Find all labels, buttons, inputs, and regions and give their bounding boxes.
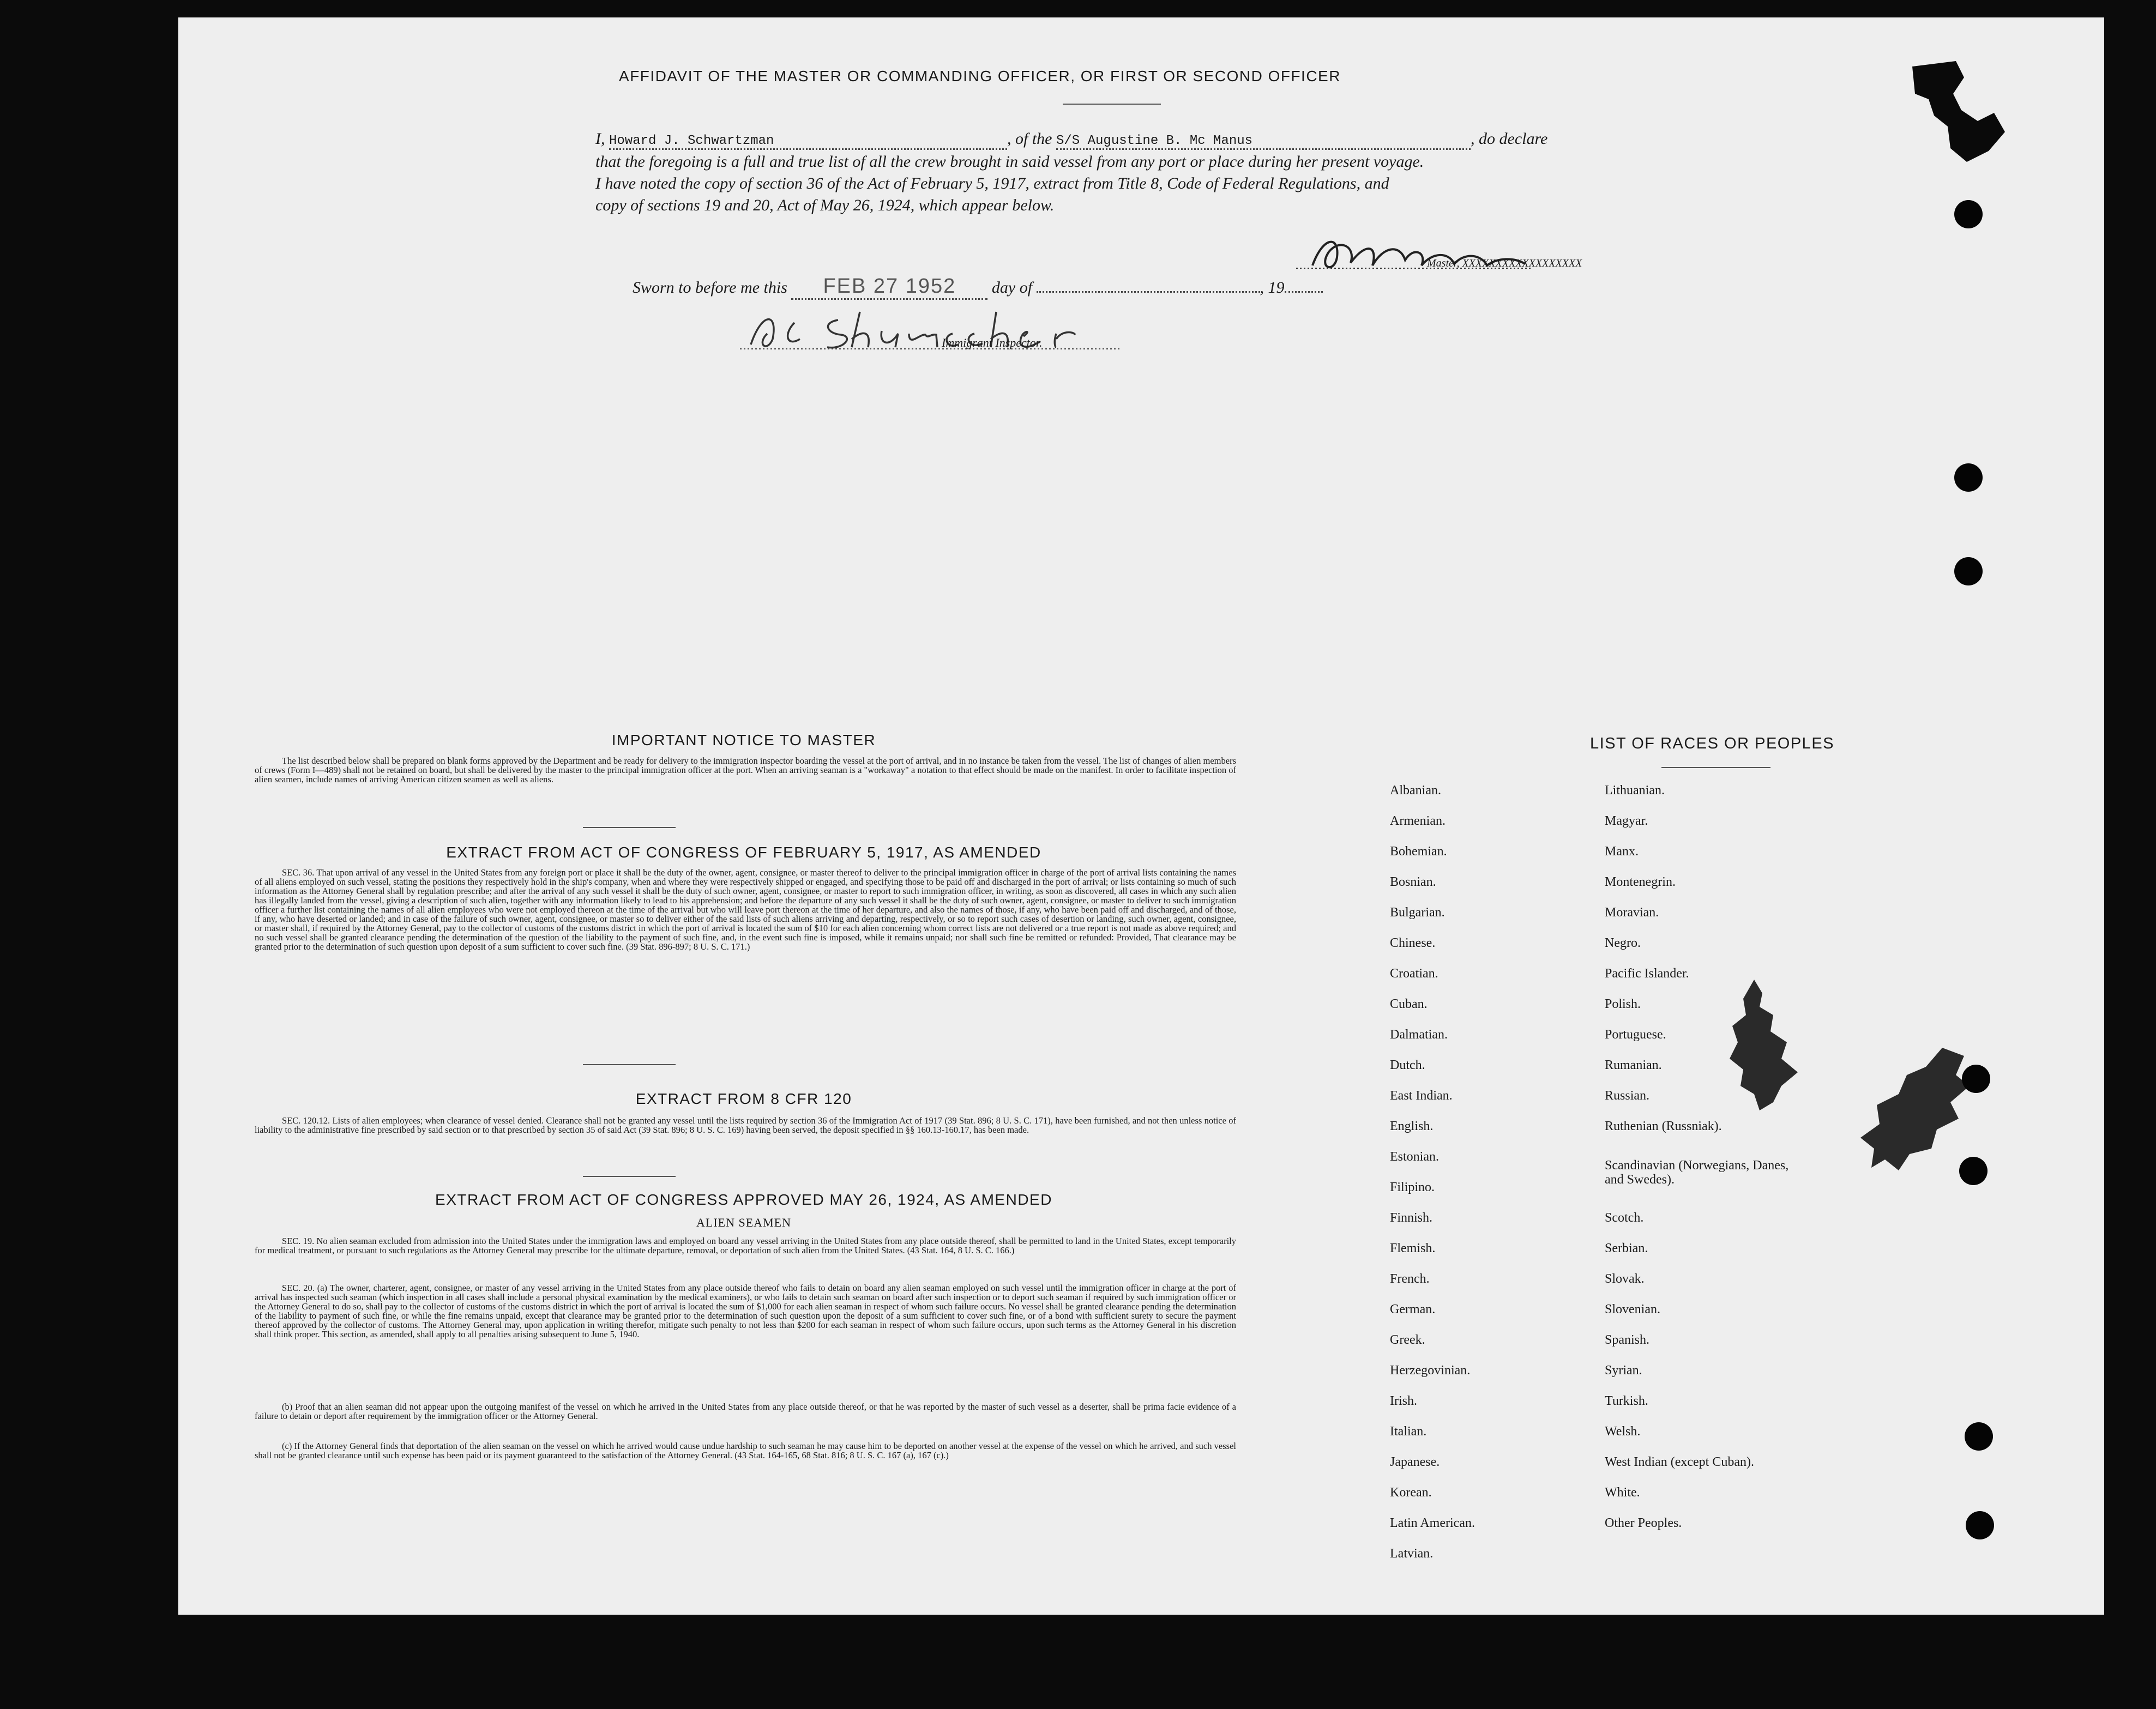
race-item: Scandinavian (Norwegians, Danes, and Swedes). <box>1605 1158 1789 1187</box>
declaration-line-2: that the foregoing is a full and true list of all the crew brought in said vessel from any port or place during her present voyage. <box>595 153 1424 171</box>
race-item: Spanish. <box>1605 1333 1650 1347</box>
inspector-signature <box>734 301 1127 361</box>
master-label: Master, XXXXXXXXXXXXXXXXXX <box>1427 257 1582 269</box>
i-label: I, <box>595 130 605 148</box>
race-item: Albanian. <box>1390 783 1441 798</box>
race-item: Herzegovinian. <box>1390 1363 1471 1378</box>
race-item: German. <box>1390 1302 1436 1317</box>
officer-name: Howard J. Schwartzman <box>609 134 774 148</box>
extract-1924-sec19: SEC. 19. No alien seaman excluded from admission into the United States under the immigration laws and employed on board any vessel arriving in the United States from any place outside thereof, shall be permitted to land in the United States, except temporarily for medical treatment, or pursuant to such regulations as the Attorney General may prescribe for the ultimate departure, removal, or deportation of such alien from the United States. (43 Stat. 164, 8 U. S. C. 166.) <box>255 1236 1236 1255</box>
affidavit-title: AFFIDAVIT OF THE MASTER OR COMMANDING OFFICER, OR FIRST OR SECOND OFFICER <box>619 68 1341 84</box>
race-item: Slovak. <box>1605 1272 1645 1286</box>
declaration-line-3: I have noted the copy of section 36 of the Act of February 5, 1917, extract from Title 8, Code of Federal Regulations, and <box>595 174 1389 192</box>
alien-seamen-subheading: ALIEN SEAMEN <box>696 1216 791 1229</box>
race-item: Bosnian. <box>1390 875 1436 889</box>
vessel-name: S/S Augustine B. Mc Manus <box>1056 134 1253 148</box>
torn-corner-mark <box>1896 56 2010 181</box>
inspector-label: Immigrant Inspector. <box>942 336 1043 349</box>
race-item: Russian. <box>1605 1089 1650 1103</box>
ink-blot-mark <box>1721 977 1803 1113</box>
title-divider <box>1063 104 1161 105</box>
race-item: Rumanian. <box>1605 1058 1662 1072</box>
race-item: Korean. <box>1390 1485 1432 1500</box>
extract-1924-sec20a: SEC. 20. (a) The owner, charterer, agent, consignee, or master of any vessel arriving in the United States from any place outside thereof who fails to detain on board any alien seaman employed on such vessel until the immigration officer in charge at the port of arrival has inspected such seaman (which inspection in all cases shall include a personal physical examination by the medical examiners), or who fails to detain such seaman on board after such inspection or to deport such seaman if required by such immigration officer or the Attorney General to do so, shall pay to the collector of customs of the customs district in which the port of arrival is located the sum of $1,000 for each alien seaman in respect of whom such failure occurs. No vessel shall be granted clearance pending the determination of the liability to payment of such fine, or while the fine remains unpaid, except that clearance may be granted prior to the determination of such question upon the deposit of a sum sufficient to cover such fine, or of a bond with sufficient surety to secure the payment thereof approved by the collector of customs. The Attorney General may, upon application in writing therefor, mitigate such penalty to not less than $200 for each seaman in respect of whom such failure occurs, upon such terms as the Attorney General in his discretion shall think proper. This section, as amended, shall apply to all penalties arising subsequent to June 5, 1940. <box>255 1283 1236 1339</box>
race-item: Slovenian. <box>1605 1302 1660 1317</box>
race-item: East Indian. <box>1390 1089 1453 1103</box>
race-item: Latvian. <box>1390 1547 1434 1561</box>
year-prefix: , 19 <box>1260 279 1285 297</box>
extract-cfr-heading: EXTRACT FROM 8 CFR 120 <box>635 1090 852 1107</box>
punch-hole <box>1959 1157 1988 1185</box>
race-item: Pacific Islander. <box>1605 967 1689 981</box>
declaration-line-1 <box>595 130 1806 150</box>
do-declare-label: , do declare <box>1471 130 1548 148</box>
race-item: Polish. <box>1605 997 1641 1011</box>
race-item: Italian. <box>1390 1424 1427 1439</box>
extract-1917-heading: EXTRACT FROM ACT OF CONGRESS OF FEBRUARY 5, 1917, AS AMENDED <box>446 844 1041 861</box>
day-of-label: day of <box>991 279 1033 297</box>
race-item: Ruthenian (Russniak). <box>1605 1119 1722 1133</box>
race-item: Magyar. <box>1605 814 1648 828</box>
race-item: Syrian. <box>1605 1363 1642 1378</box>
race-item: Montenegrin. <box>1605 875 1676 889</box>
race-item: Bulgarian. <box>1390 905 1445 920</box>
race-item: Serbian. <box>1605 1241 1648 1255</box>
punch-hole <box>1962 1065 1990 1093</box>
divider-3 <box>583 1176 676 1177</box>
race-item: Finnish. <box>1390 1211 1433 1225</box>
sworn-label: Sworn to before me this <box>633 279 787 297</box>
race-item: Japanese. <box>1390 1455 1440 1469</box>
race-item: Armenian. <box>1390 814 1446 828</box>
notice-body: The list described below shall be prepared on blank forms approved by the Department and be ready for delivery to the immigration inspector boarding the vessel at the port of arrival, and in no instance be taken from the vessel. The list of changes of alien members of crews (Form I—489) shall not be retained on board, but shall be delivered by the master to the principal immigration officer at the port. When an arriving seaman is a "workaway" a notation to that effect should be made on the manifest. In order to facilitate inspection of alien seamen, include names of arriving American citizen seamen as well as aliens. <box>255 756 1236 784</box>
race-item: White. <box>1605 1485 1640 1500</box>
race-item: Cuban. <box>1390 997 1428 1011</box>
races-divider <box>1661 767 1770 768</box>
race-item: Dutch. <box>1390 1058 1425 1072</box>
divider-1 <box>583 827 676 828</box>
race-item: Manx. <box>1605 844 1639 859</box>
race-item: Dalmatian. <box>1390 1028 1448 1042</box>
punch-hole <box>1965 1422 1993 1451</box>
race-item: Estonian. <box>1390 1150 1439 1164</box>
race-item: Portuguese. <box>1605 1028 1666 1042</box>
date-stamp: FEB 27 1952 <box>823 275 956 298</box>
punch-hole <box>1954 557 1983 585</box>
race-item: Croatian. <box>1390 967 1438 981</box>
race-item: Other Peoples. <box>1605 1516 1682 1530</box>
race-item: Negro. <box>1605 936 1641 950</box>
punch-hole <box>1954 200 1983 228</box>
extract-1917-body: SEC. 36. That upon arrival of any vessel in the United States from any foreign port or place it shall be the duty of the owner, agent, consignee, or master thereof to deliver to the principal immigration officer in charge of the port of arrival lists containing the names of all aliens employed on such vessel, stating the positions they respectively hold in the ship's company, when and where they were respectively shipped or engaged, and specifying those to be paid off and discharged in the port of arrival; or lists containing so much of such information as the Attorney General shall by regulation prescribe; and after the arrival of any such vessel it shall be the duty of such owner, agent, consignee, or master to report to such immigration officer, in writing, as soon as discovered, all cases in which any such alien has illegally landed from the vessel, giving a description of such alien, together with any information likely to lead to his apprehension; and before the departure of any such vessel it shall be the duty of such owner, agent, consignee, or master to deliver to such immigration officer a further list containing the names of all alien employees who were not employed thereon at the time of the arrival but who will leave port thereon at the time of her departure, and also the names of those, if any, who have been paid off and discharged, and of those, if any, who have deserted or landed; and in case of the failure of such owner, agent, consignee, or master so to deliver either of the said lists of such aliens arriving and departing, respectively, or so to report such cases of desertion or landing, such owner, agent, consignee, or master shall, if required by the Attorney General, pay to the collector of customs of the customs district in which the port of arrival is located the sum of $10 for each alien concerning whom correct lists are not delivered or a true report is not made as above required; and no such vessel shall be granted clearance pending the determination of the question of the liability to the payment of such fine, and, in the event such fine is imposed, while it remains unpaid; nor shall such fine be remitted or refunded: Provided, That clearance may be granted prior to the determination of such question upon deposit of a sum sufficient to cover such fine. (39 Stat. 896-897; 8 U. S. C. 171.) <box>255 867 1236 952</box>
divider-2 <box>583 1064 676 1065</box>
race-item: Flemish. <box>1390 1241 1436 1255</box>
race-item: Chinese. <box>1390 936 1436 950</box>
race-item: Lithuanian. <box>1605 783 1665 798</box>
race-item: West Indian (except Cuban). <box>1605 1455 1754 1469</box>
race-item: Filipino. <box>1390 1180 1435 1194</box>
punch-hole <box>1954 463 1983 492</box>
extract-1924-heading: EXTRACT FROM ACT OF CONGRESS APPROVED MAY 26, 1924, AS AMENDED <box>435 1191 1052 1208</box>
extract-1924-sec20b: (b) Proof that an alien seaman did not appear upon the outgoing manifest of the vessel on which he arrived in the United States from any place outside thereof, or that he was reported by the master of such vessel as a deserter, shall be prima facie evidence of a failure to detain or deport after requirement by the immigration officer or the Attorney General. <box>255 1402 1236 1421</box>
race-item: Irish. <box>1390 1394 1417 1408</box>
punch-hole <box>1966 1511 1994 1539</box>
race-item: French. <box>1390 1272 1430 1286</box>
declaration-line-4: copy of sections 19 and 20, Act of May 26, 1924, which appear below. <box>595 196 1055 214</box>
race-item: Moravian. <box>1605 905 1659 920</box>
race-item: Greek. <box>1390 1333 1425 1347</box>
race-item: Turkish. <box>1605 1394 1648 1408</box>
sworn-line <box>633 275 1323 300</box>
extract-1924-sec20c: (c) If the Attorney General finds that deportation of the alien seaman on the vessel on which he arrived would cause undue hardship to such seaman he may cause him to be deported on another vessel at the expense of the vessel on which he arrived, and such vessel shall not be granted clearance until such expense has been paid or its payment guaranteed to the satisfaction of the Attorney General. (43 Stat. 164-165, 68 Stat. 816; 8 U. S. C. 167 (a), 167 (c).) <box>255 1441 1236 1460</box>
race-item: Welsh. <box>1605 1424 1641 1439</box>
extract-cfr-body: SEC. 120.12. Lists of alien employees; when clearance of vessel denied. Clearance shall not be granted any vessel until the lists required by section 36 of the Immigration Act of 1917 (39 Stat. 896; 8 U. S. C. 171), have been furnished, and not then unless notice of liability to the administrative fine prescribed by said section or to that prescribed by section 35 of said Act (39 Stat. 896; 8 U. S. C. 169) having been served, the deposit specified in §§ 160.13-160.17, has been made. <box>255 1115 1236 1135</box>
race-item: Bohemian. <box>1390 844 1447 859</box>
race-item: Scotch. <box>1605 1211 1644 1225</box>
master-signature <box>1291 214 1536 285</box>
race-item: English. <box>1390 1119 1434 1133</box>
of-the-label: , of the <box>1007 130 1052 148</box>
document-page <box>178 17 2104 1615</box>
notice-heading: IMPORTANT NOTICE TO MASTER <box>611 732 876 748</box>
race-item: Latin American. <box>1390 1516 1475 1530</box>
ink-blot-mark <box>1855 1042 1975 1173</box>
races-heading: LIST OF RACES OR PEOPLES <box>1589 735 1835 752</box>
